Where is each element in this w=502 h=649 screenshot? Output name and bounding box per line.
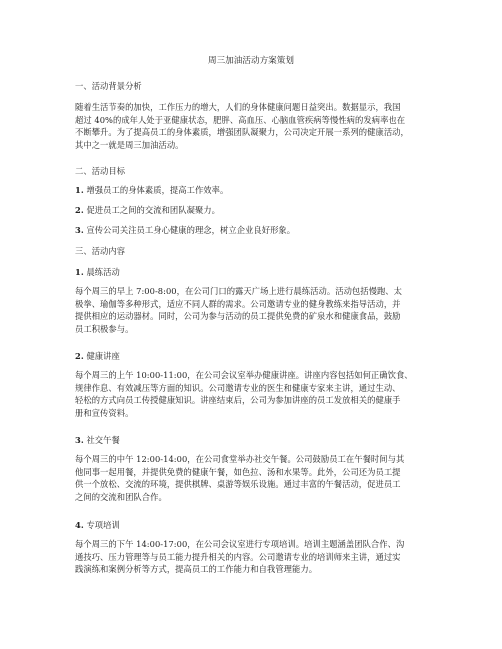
paragraph-line: 提供相应的运动器材。同时，公司为参与活动的员工提供免费的矿泉水和健康食品，鼓励 [75,311,401,322]
activity-heading [75,434,437,447]
paragraph-line: 践演练和案例分析等方式，提高员工的工作能力和自我管理能力。 [75,564,318,575]
goal-number: 2. [75,205,84,215]
paragraph-line: 员工积极参与。 [75,323,134,334]
goal-item [75,184,437,197]
paragraph-line: 超过 40%的成年人处于亚健康状态，肥胖、高血压、心脑血管疾病等慢性病的发病率也在 [75,114,406,125]
goal-text: 宣传公司关注员工身心健康的理念，树立企业良好形象。 [86,225,296,235]
paragraph-line: 轻松的方式向员工传授健康知识。讲座结束后，公司为参加讲座的员工发放相关的健康手 [75,395,401,406]
activity-number: 2. [75,351,84,361]
goal-number: 3. [75,225,84,235]
background-paragraph [75,101,437,151]
goal-text: 促进员工之间的交流和团队凝聚力。 [86,205,221,215]
paragraph-line: 每个周三的中午 12:00-14:00，在公司食堂举办社交午餐。公司鼓励员工在午餐时间与其 [75,454,405,464]
paragraph-line: 他同事一起用餐，并提供免费的健康午餐，如色拉、汤和水果等。此外，公司还为员工提 [75,466,401,477]
activity-number: 3. [75,435,84,445]
paragraph-line: 册和宣传资料。 [75,407,134,418]
activity-heading [75,350,437,363]
paragraph-line: 供一个放松、交流的环境，提供棋牌、桌游等娱乐设施。通过丰富的午餐活动，促进员工 [75,479,401,490]
paragraph-line: 不断攀升。为了提高员工的身体素质，增强团队凝聚力，公司决定开展一系列的健康活动， [75,127,409,138]
goal-number: 1. [75,185,84,195]
section-heading-goals: 二、活动目标 [75,166,126,176]
paragraph-line: 每个周三的早上 7:00-8:00，在公司门口的露天广场上进行晨练活动。活动包括慢跑、太 [75,286,403,296]
goal-text: 增强员工的身体素质，提高工作效率。 [86,185,229,195]
activity-paragraph [75,453,437,503]
goal-item [75,204,437,217]
section-heading-content: 三、活动内容 [75,246,126,256]
activity-paragraph [75,369,437,419]
activity-paragraph [75,538,437,576]
paragraph-line: 每个周三的下午 14:00-17:00，在公司会议室进行专项培训。培训主题涵盖团队合作、沟 [75,539,405,549]
paragraph-line: 通技巧、压力管理等与员工能力提升相关的内容。公司邀请专业的培训师来主讲，通过实 [75,551,401,562]
activity-heading [75,519,437,532]
paragraph-line: 规律作息、有效减压等方面的知识。公司邀请专业的医生和健康专家来主讲，通过生动、 [75,382,401,393]
paragraph-line: 极拳、瑜伽等多种形式，适应不同人群的需求。公司邀请专业的健身教练来指导活动，并 [75,298,401,309]
paragraph-line: 每个周三的上午 10:00-11:00，在公司会议室举办健康讲座。讲座内容包括如何正确饮食、 [75,370,413,380]
document-title: 周三加油活动方案策划 [208,56,294,66]
paragraph-line: 之间的交流和团队合作。 [75,491,167,502]
section-heading-background: 一、活动背景分析 [75,81,142,91]
activity-paragraph [75,285,437,335]
paragraph-line: 其中之一就是周三加油活动。 [75,139,184,150]
activity-name: 专项培训 [86,520,120,530]
activity-name: 晨练活动 [86,267,120,277]
activity-number: 1. [75,267,84,277]
activity-heading [75,266,437,279]
activity-name: 健康讲座 [86,351,120,361]
activity-name: 社交午餐 [86,435,120,445]
activity-number: 4. [75,520,84,530]
paragraph-line: 随着生活节奏的加快，工作压力的增大，人们的身体健康问题日益突出。数据显示，我国 [75,102,401,112]
goal-item [75,224,437,237]
